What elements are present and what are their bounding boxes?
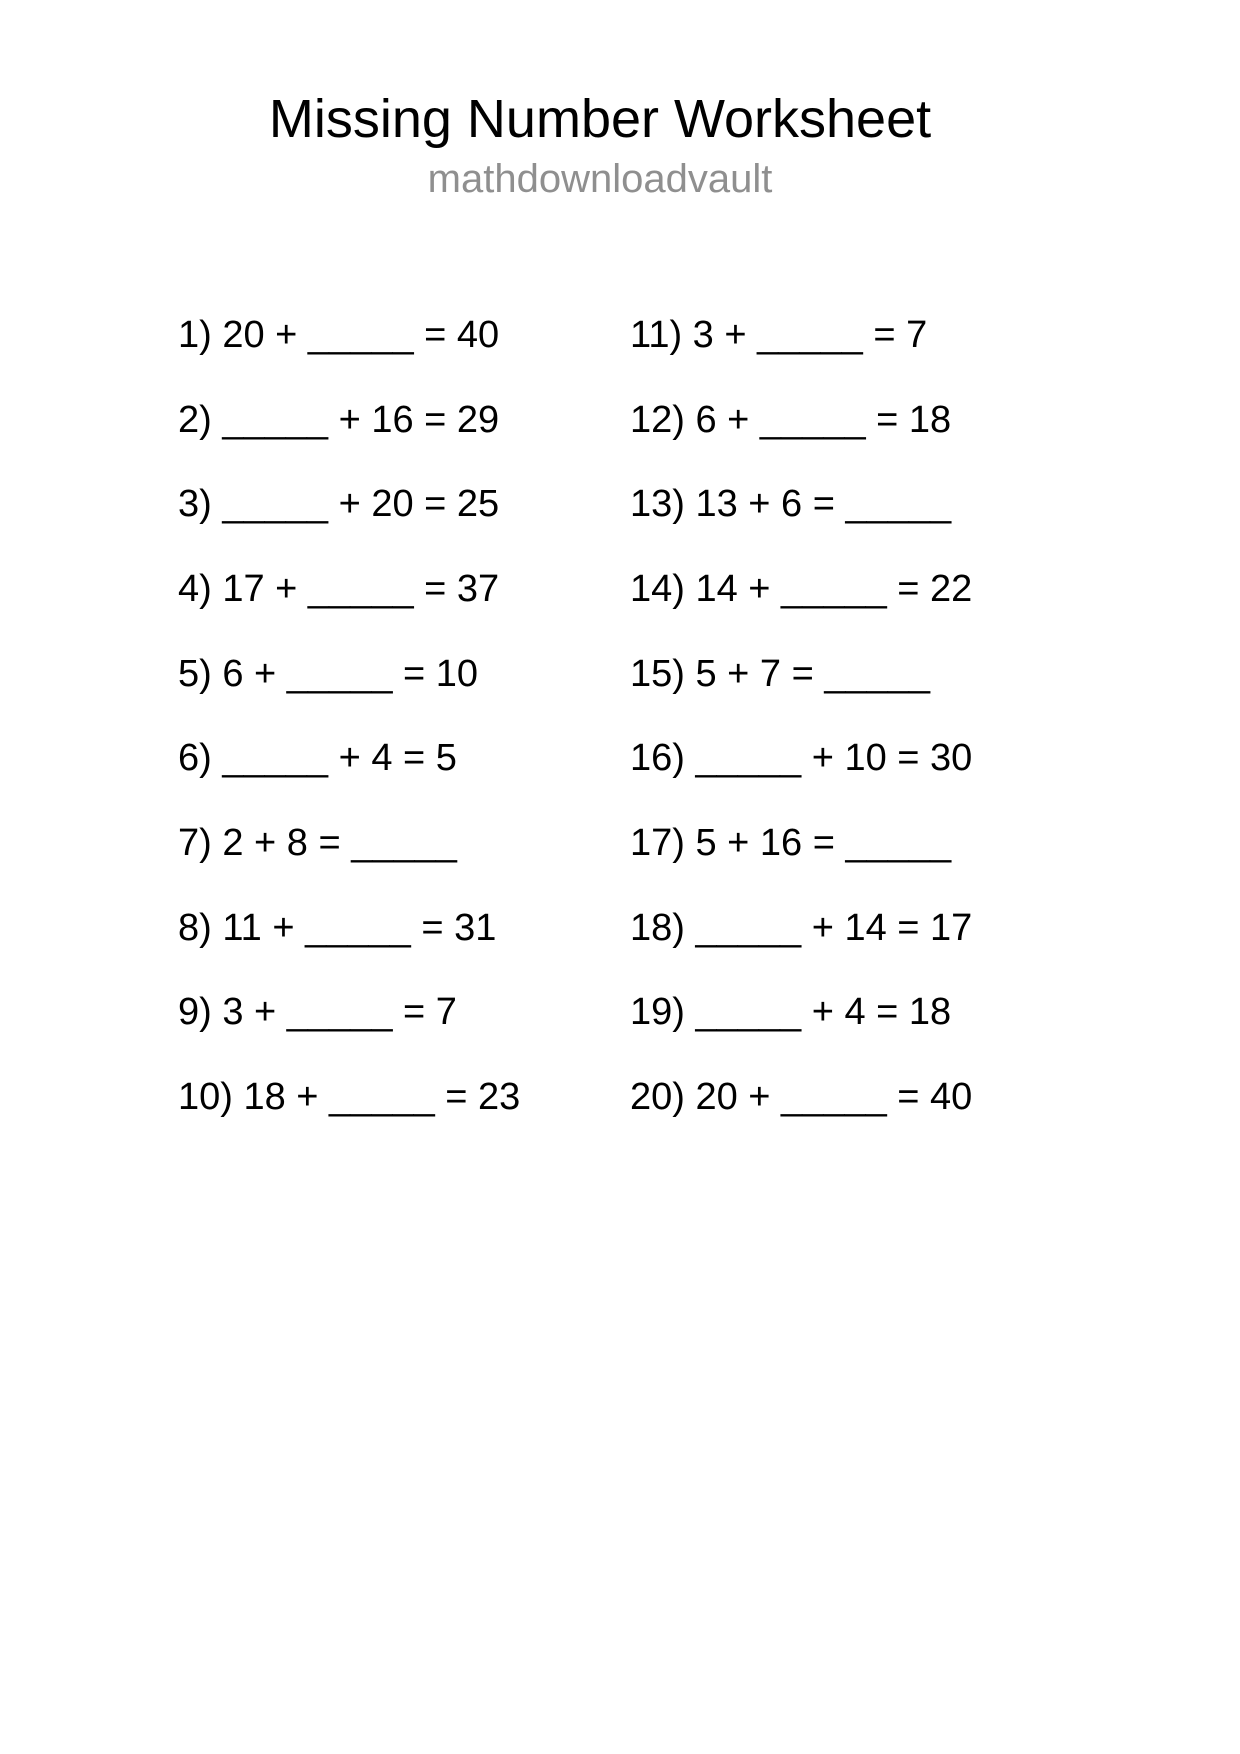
problem-item-17: 17) 5 + 16 = _____: [630, 821, 952, 864]
worksheet-header: [0, 88, 1200, 202]
problem-item-14: 14) 14 + _____ = 22: [630, 567, 973, 610]
worksheet-title: Missing Number Worksheet: [268, 89, 932, 149]
problem-item-2: 2) _____ + 16 = 29: [178, 398, 500, 441]
problems-column-left: [178, 293, 520, 1140]
problem-item-10: 10) 18 + _____ = 23: [178, 1076, 521, 1119]
problem-item-16: 16) _____ + 10 = 30: [630, 737, 973, 780]
problem-item-4: 4) 17 + _____ = 37: [178, 567, 500, 610]
site-watermark: mathdownloadvault: [427, 157, 773, 202]
problem-item-19: 19) _____ + 4 = 18: [630, 991, 952, 1034]
problem-item-6: 6) _____ + 4 = 5: [178, 737, 457, 780]
problem-item-18: 18) _____ + 14 = 17: [630, 906, 973, 949]
problem-item-13: 13) 13 + 6 = _____: [630, 483, 952, 526]
problem-item-12: 12) 6 + _____ = 18: [630, 398, 952, 441]
problem-item-3: 3) _____ + 20 = 25: [178, 483, 500, 526]
problems-column-right: [630, 293, 972, 1140]
problem-item-5: 5) 6 + _____ = 10: [178, 652, 479, 695]
problem-item-9: 9) 3 + _____ = 7: [178, 991, 457, 1034]
problem-item-7: 7) 2 + 8 = _____: [178, 821, 457, 864]
problem-item-11: 11) 3 + _____ = 7: [630, 313, 928, 356]
problem-item-15: 15) 5 + 7 = _____: [630, 652, 931, 695]
problem-item-8: 8) 11 + _____ = 31: [178, 906, 497, 949]
problem-item-20: 20) 20 + _____ = 40: [630, 1076, 973, 1119]
problem-item-1: 1) 20 + _____ = 40: [178, 313, 500, 356]
